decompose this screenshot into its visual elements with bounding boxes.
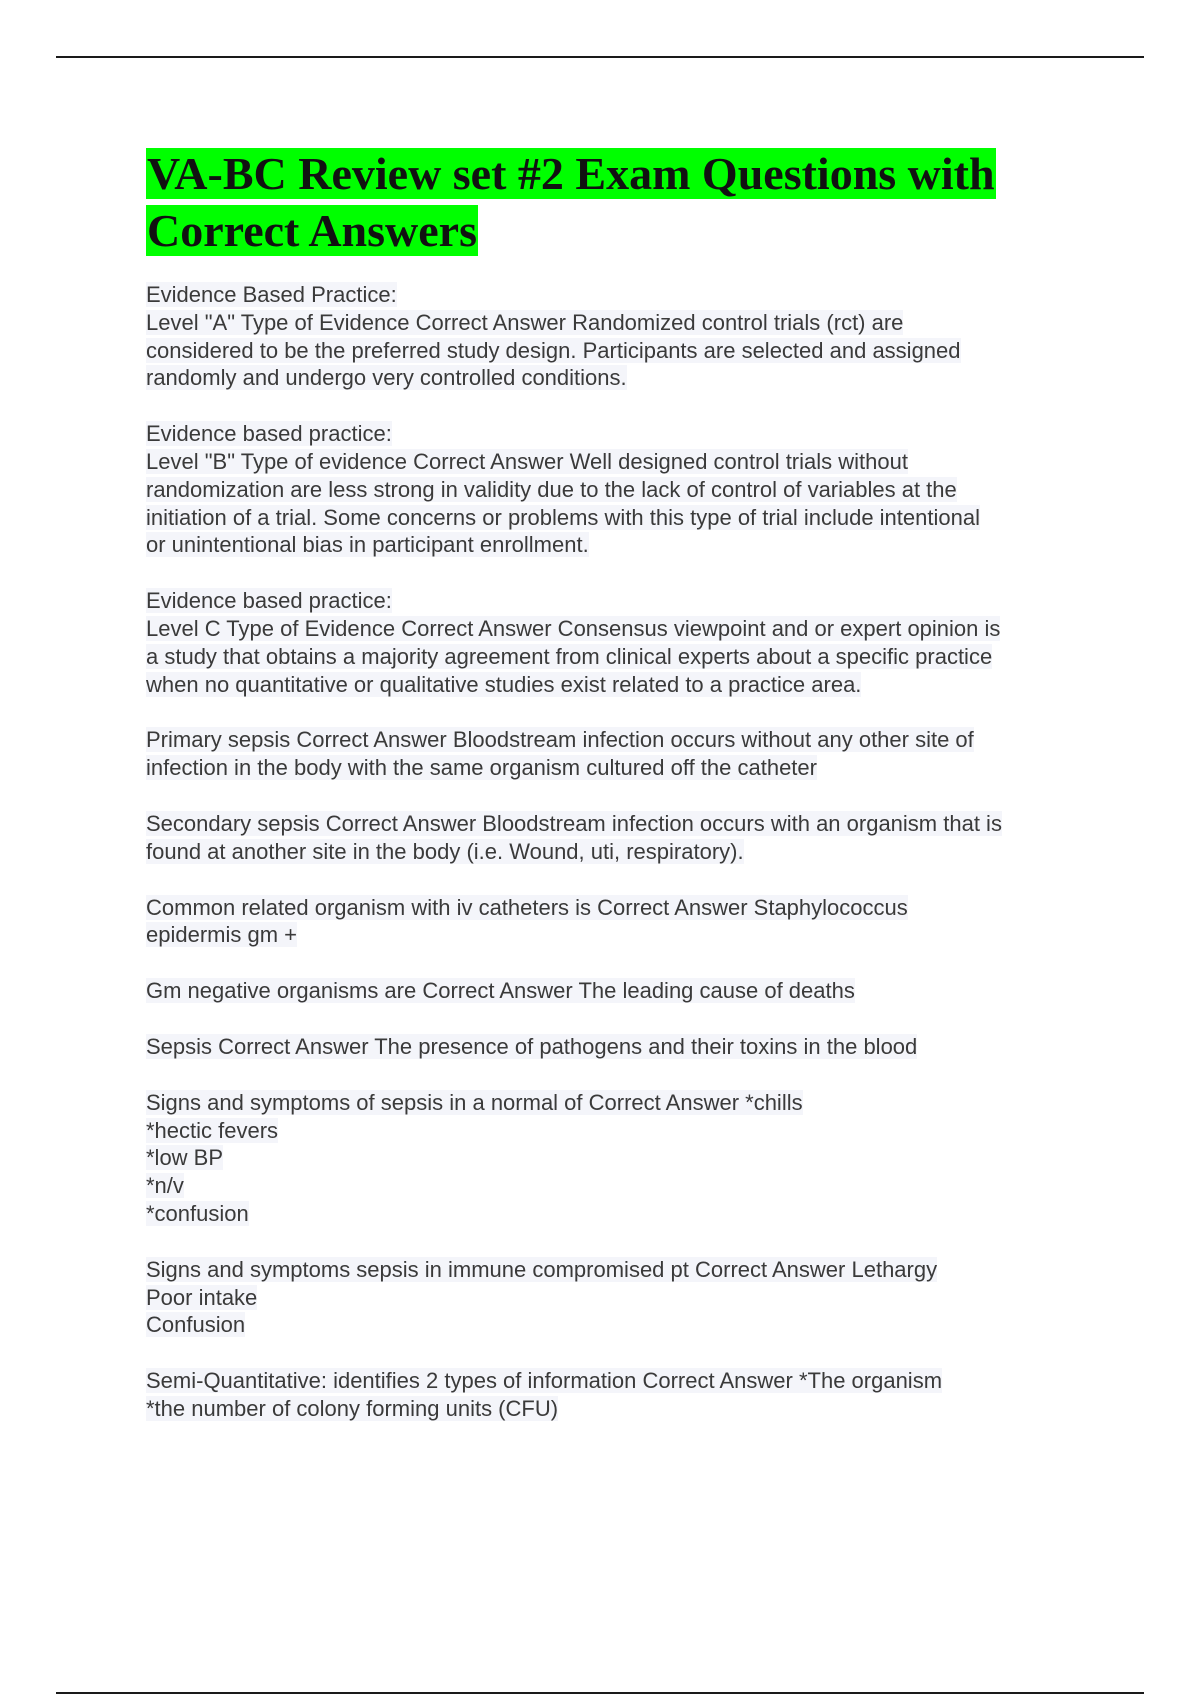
qa-entry (146, 894, 1096, 950)
qa-entry-line-text: when no quantitative or qualitative studies exist related to a practice area. (146, 671, 862, 697)
document-title (146, 145, 1096, 259)
qa-entry-line-text: a study that obtains a majority agreement from clinical experts about a specific practice (146, 643, 993, 669)
qa-entry-line (146, 364, 1096, 392)
qa-entry-line (146, 448, 1096, 476)
qa-entry-line-text: Sepsis Correct Answer The presence of pathogens and their toxins in the blood (146, 1033, 918, 1059)
qa-entry-line (146, 1172, 1096, 1200)
qa-entry-line (146, 726, 1096, 754)
qa-entry-line-text: infection in the body with the same organism cultured off the catheter (146, 755, 817, 781)
qa-entry-line-text: Poor intake (146, 1284, 258, 1310)
qa-entry-line (146, 1144, 1096, 1172)
qa-entry (146, 810, 1096, 866)
qa-entry-line (146, 894, 1096, 922)
qa-entry-line-text: Semi-Quantitative: identifies 2 types of information Correct Answer *The organism (146, 1368, 943, 1394)
qa-entry-line-text: *n/v (146, 1173, 184, 1199)
qa-entry-line-text: Confusion (146, 1312, 246, 1338)
qa-entry-line-text: randomization are less strong in validity due to the lack of control of variables at the (146, 476, 957, 502)
qa-entry-line (146, 810, 1096, 838)
document-title-text: VA-BC Review set #2 Exam Questions with Correct Answers (147, 148, 995, 256)
qa-entry (146, 726, 1096, 782)
qa-entry-line-text: Evidence based practice: (146, 421, 392, 447)
qa-entry (146, 281, 1096, 392)
qa-entry-line (146, 838, 1096, 866)
qa-entry-line (146, 1256, 1096, 1284)
qa-entry (146, 420, 1096, 559)
qa-entry (146, 1256, 1096, 1339)
document-body (146, 145, 1096, 1451)
qa-entry-line (146, 281, 1096, 309)
qa-entry-line-text: epidermis gm + (146, 922, 298, 948)
qa-entry-line-text: Signs and symptoms sepsis in immune compromised pt Correct Answer Lethargy (146, 1256, 938, 1282)
qa-entry (146, 1089, 1096, 1228)
qa-entry-line-text: Secondary sepsis Correct Answer Bloodstream infection occurs with an organism that is (146, 810, 1002, 836)
qa-entry-line (146, 1284, 1096, 1312)
qa-entry-line (146, 921, 1096, 949)
qa-entry-line-text: Primary sepsis Correct Answer Bloodstream infection occurs without any other site of (146, 727, 974, 753)
qa-entry-line-text: initiation of a trial. Some concerns or problems with this type of trial include intentional (146, 504, 980, 530)
qa-entry-line (146, 615, 1096, 643)
qa-entry-line-text: *the number of colony forming units (CFU) (146, 1395, 559, 1421)
qa-entry-line-text: Signs and symptoms of sepsis in a normal of Correct Answer *chills (146, 1089, 803, 1115)
qa-entry-line (146, 531, 1096, 559)
qa-entry-line (146, 476, 1096, 504)
qa-entry-line-text: Gm negative organisms are Correct Answer The leading cause of deaths (146, 978, 855, 1004)
qa-entry-line-text: *confusion (146, 1200, 249, 1226)
entry-list (146, 281, 1096, 1423)
qa-entry (146, 1033, 1096, 1061)
qa-entry-line (146, 1367, 1096, 1395)
qa-entry-line (146, 420, 1096, 448)
qa-entry-line-text: Evidence based practice: (146, 588, 392, 614)
qa-entry-line-text: Level C Type of Evidence Correct Answer Consensus viewpoint and or expert opinion is (146, 615, 1001, 641)
qa-entry-line (146, 671, 1096, 699)
qa-entry-line (146, 309, 1096, 337)
qa-entry (146, 587, 1096, 698)
qa-entry-line (146, 643, 1096, 671)
bottom-rule (56, 1692, 1144, 1694)
qa-entry-line-text: found at another site in the body (i.e. Wound, uti, respiratory). (146, 838, 744, 864)
top-rule (56, 56, 1144, 58)
qa-entry-line (146, 1089, 1096, 1117)
qa-entry-line (146, 1200, 1096, 1228)
qa-entry-line-text: considered to be the preferred study design. Participants are selected and assigned (146, 337, 961, 363)
qa-entry-line (146, 754, 1096, 782)
qa-entry-line (146, 587, 1096, 615)
qa-entry-line (146, 1033, 1096, 1061)
qa-entry-line (146, 337, 1096, 365)
qa-entry-line-text: Level "A" Type of Evidence Correct Answer Randomized control trials (rct) are (146, 309, 904, 335)
qa-entry-line-text: *hectic fevers (146, 1117, 279, 1143)
qa-entry-line (146, 1395, 1096, 1423)
qa-entry-line (146, 977, 1096, 1005)
qa-entry-line-text: Common related organism with iv catheters is Correct Answer Staphylococcus (146, 894, 908, 920)
qa-entry-line (146, 1311, 1096, 1339)
qa-entry-line-text: randomly and undergo very controlled conditions. (146, 365, 627, 391)
qa-entry-line-text: *low BP (146, 1145, 224, 1171)
qa-entry-line-text: Evidence Based Practice: (146, 282, 397, 307)
qa-entry-line-text: or unintentional bias in participant enrollment. (146, 532, 589, 558)
qa-entry-line (146, 1117, 1096, 1145)
qa-entry (146, 1367, 1096, 1423)
qa-entry (146, 977, 1096, 1005)
qa-entry-line (146, 504, 1096, 532)
qa-entry-line-text: Level "B" Type of evidence Correct Answer Well designed control trials without (146, 448, 908, 474)
